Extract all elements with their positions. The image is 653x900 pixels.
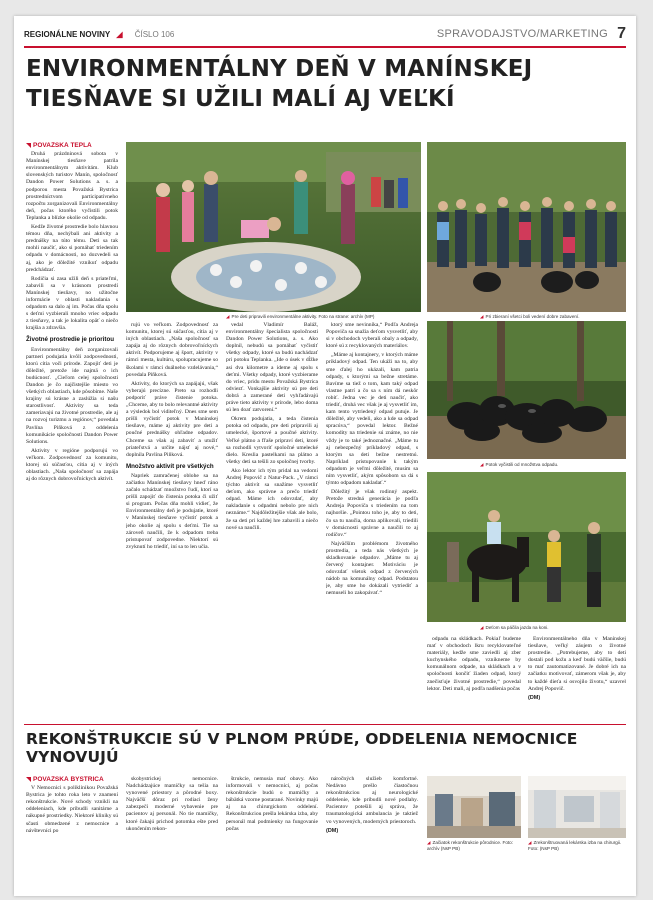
photo-hospital-2	[528, 776, 626, 838]
paragraph: ktorý sme nevinníka,“ Podľa Andreja Popoviča sa snažia deťom vysvetliť, aby si v obchodoch vyberali obaly a odpady, ktoré sú z recyklovaných materiálov.	[326, 322, 418, 350]
section-label	[24, 30, 174, 39]
author-signature: (DM)	[326, 827, 339, 834]
page-number: 7	[617, 25, 626, 42]
headline-line-1: ENVIRONMENTÁLNY DEŇ V MANÍNSKEJ	[26, 56, 533, 82]
photo-group-image	[427, 142, 626, 312]
triangle-icon: ◢	[528, 840, 532, 845]
paragraph: Dôležitý je však rodinný aspekt. Pretože stredná generácia je podľa Andreja Popoviča s triedením na tom najhoršie. „Pointou toho je, aby to deti, čo sa tu naučia, doma aplikovali, triedili v domácnosti správne a naučili to aj rodičov.“	[326, 489, 418, 538]
photo-caption	[226, 314, 421, 320]
triangle-icon	[26, 777, 31, 782]
photo-hospital-1	[427, 776, 521, 838]
photo-caption	[480, 625, 626, 631]
caption-text: Pri zbieraní všetci boli vedení dobre zabavení.	[485, 314, 580, 319]
paragraph: Druhá prázdninová sobota v Manínskej tiesňave patrila environmentálnym aktivitám. Klub slovenských turistov Manín, spoločnosť Dandon Power Solutions a. s. a podporou mesta Považská Bystrica prostredníctvom participatívneho rozpočtu zorganizovali Environmentálny deň, počas ktorého vyčistili potok Teplanka a blízke okolie od odpadu.	[26, 151, 118, 221]
photo-group	[427, 142, 626, 312]
dateline-text: POVAŽSKÁ TEPLÁ	[33, 142, 92, 149]
caption-text: Zrekonštruovaná lekárska izba na chirurgii. Foto: (NsP PB)	[528, 840, 622, 851]
issue-number: ČÍSLO 106	[134, 30, 175, 39]
paragraph: vedal Vladimír Baláž, environmentálny špecialista spoločnosti Dandon Power Solutions, a. s. Ako doplnil, nebudú sa pomáhať vyčistiť všetky odpady, ktoré sa budú nachádzať pri potoku Teplanka. „Ide o úsek v dĺžke asi dva kilometre a ideme aj spolu s deťmi. Všetky odpady, ktoré vyzbierame do vriec, pridu mestu Považská Bystrica odviezť. Vonkajšie aktivity sú pre deti dobrá a zamerané deti vyhľadávajú práve tieto aktivity v prírode, lebo doma sú len doať zatvorení.“	[226, 322, 318, 414]
article2-column-1	[26, 776, 118, 886]
article2-column-2	[126, 776, 218, 886]
photo-trash-bags	[427, 321, 626, 459]
header-rule	[24, 46, 626, 48]
dateline	[26, 142, 118, 149]
article-column-5	[427, 636, 521, 720]
photo-caption	[480, 462, 626, 468]
paragraph: V Nemocnici s poliklinikou Považská Bystrica je tohto roka leto v znamení rekonštrukcie. Nové schody vznikli na oddeleniach, kde pribudli sanitárne a nákupné prostriedky. Niektoré kliniky sú sčasti obmedzené z nemocnice a návštevníci po	[26, 785, 118, 834]
article2-headline: REKONŠTRUKCIE SÚ V PLNOM PRÚDE, ODDELENIA NEMOCNICE VYNOVUJÚ	[26, 730, 578, 766]
article-column-1	[26, 142, 118, 719]
paragraph: Environmentálny deň zorganizovali partneri podujatia kvôli zodpovednosti, ktorú cítia voči prírode. Zapojiť deti je dôležité, pretože ide najmä o ich budúcnosť. „Cieľom celej spoločnosti Dandon je čo najčistejšie miesto vo všetkých oblastiach, kde pôsobíme. Naše krajiny sú krásne a zaslúžia si našu starostlivosť. Aktivity sa teda zameriavajú na životné prostredie, ale aj na rozvoj turizmu a regiónov,“ povedala Pavlína Piňková z oddelenia komunikácie spoločnosti Dandon Power Solutions.	[26, 346, 118, 445]
headline-line-2: TIESŇAVE SI UŽILI MALÍ AJ VEĽKÍ	[26, 86, 455, 112]
photo-hospital-2-image	[528, 776, 626, 838]
paragraph: skobystrickej nemocnice. Nadchádzajúce mamičky sa tešia na vynovené priestory a pôrodné boxy. Najväčší dôraz pri rodiaci ženy zabezpečí moderné vybavenie pre pacientov aj personál. No tie mamičky, ktoré čakajú prichod potomka ešte pred ukončením rekon-	[126, 776, 218, 832]
dateline-text: POVAŽSKÁ BYSTRICA	[33, 776, 104, 783]
photo-kids-game	[126, 142, 421, 312]
article-column-6	[528, 636, 626, 720]
subheading: Množstvo aktivít pre všetkých	[126, 462, 214, 470]
paragraph: náročných služieb komfortné. Nedávno prešlo čiastočnou rekonštrukciou aj neurologické oddelenie, kde pribudli nové podlahy. Pacientov potešili aj správa, že traumatologická ambulancia je taktiež vo vynovených, moderných priestoroch.	[326, 776, 418, 825]
article-headline	[26, 54, 626, 114]
article-column-2	[126, 322, 218, 719]
paragraph: rujú vo veľkom. Zodpovednosť za komunitu, ktorej sú súčasťou, cítia aj v iných oblastiach. „Naša spoločnosť sa zapája aj do rôznych dobrovoľníckych aktivít. Podporujeme aj šport, aktivity v rámci mesta, kultúru, spolupracujeme so školami v rámci duálneho vzdelávania,“ povedala Piňková.	[126, 322, 218, 378]
photo-caption	[427, 840, 521, 851]
article2-column-3	[226, 776, 318, 886]
paragraph: Najväčším problémom životného prostredia, a teda nás všetkých je skladkovanie odpadov. „Máme tu aj červený kontajner. Motiváciu je odovzdať všetok odpad z červených nádob na komunálny odpad. Podstatou je, aby sme ho dokázali vytriediť a nemuseli ho zakopávať.“	[326, 540, 418, 597]
caption-text: Začiatok rekonštrukcie pôrodnice. Foto: archív (NsP PB)	[427, 840, 513, 851]
article2-column-4	[326, 776, 418, 886]
caption-text: Pre deti pripravili environmentálne aktivity. Foto na strane: archív (MP)	[231, 314, 375, 319]
triangle-icon: ◢	[226, 314, 230, 319]
photo-caption	[480, 314, 626, 320]
newspaper-page	[14, 16, 636, 896]
paragraph: „Máme aj kontajnery, v ktorých máme príkladový odpad. Ten ukáži na to, aby sme ďalej ho ukázali, kam patria odpady, s ktorými sa bežne stretáme. Bavíme sa tiež o tom, kam taký odpad vlastne patrí a čo sa s ním dá neskôr robiť. Jedna vec je deti naučiť, ako triediť, druhá vec však je aj vysvetliť im, kam tento vytriedený odpad putuje. Je dôležité, aby vedeli, ako a kde sa odpad spracúva,“ povedal lektor. Bežné komodity na triedenie sú známe, no nie vždy je to také jednoznačné. „Máme tu aj nebezpečný príkladový odpad, s ktorým sa deti bežne nestretnú. Napríklad pristupovanie k takým odpadom je veľmi dôležité, musím sa ním vysvetliť, akým spôsobom sa dá s týmto odpadom nakladať.“	[326, 352, 418, 487]
triangle-icon: ◢	[116, 30, 123, 39]
photo-hospital-1-image	[427, 776, 521, 838]
paragraph: Environmentálneho dňa v Manínskej tiesňave, veľký záujem o životné prostredie. „Potrebujeme, aby to deti dostali pod kožu a keď budú väčšie, budú to mať zautomatizované. Je dobré ich na začiatku motivovať, zámerom však je, aby to každé dieťa si osvojilo životu,“ uzavrel Andrej Popovič.	[528, 636, 626, 692]
article-column-4	[326, 322, 418, 719]
paragraph: Napriek zamračenej oblohe sa na začiatku Manínskej tiesňavy hneď ráno začalo schádzať množstvo ľudí, ktorí sa prišli zapojiť do čistenia potoka či užiť si program. Počas dňa mohli vidieť, že Environmentálny deň je podujatie, ktoré v Manínskej tiesňave vyčistiť potok a jeho okolie aj spolu s deťmi. Tie sa zároveň naučili, že k odpadom treba pristupovať zodpovedne. Niektorí sú zvyknutí ho triediť, iní sa to len učia.	[126, 472, 218, 550]
paragraph: štrukcie, nemusia mať obavy. Ako informovali v nemocnici, aj počas rekonštrukcie budú o mamičky a bábätká vzorne postarané. Novinky majú aj na chirurgickom oddelení. Rekonštrukciou prešla lekárska izba, aby personál mal podmienky na fungovanie počas	[226, 776, 318, 832]
photo-horse-ride-image	[427, 472, 626, 622]
paragraph: odpadu na skládkach. Pokiaľ budeme mať v obchodoch lkru recyklovateľné materiály, kedže sme zaviedli aj zber kuchynského odpadu, vznikneme by komunálnom odpade, na skládkach a v spoločnosti končiť žiaden odpad, ktorý znečisťuje životné prostredie,“ povedal lektor. Deti mali, aj podľa nadšenia počas	[427, 636, 521, 692]
paragraph: Ako lektor ich tým pridal na vedomí Andrej Popovič z Natur-Pack. „V rámci týchto aktivít sa snažíme vysvetliť deťom, ako správne a prečo triediť odpad. Máme ich odovzdať, aby nakladanie s odpadmi nebolo pre nich neznáme.“ Najdôležitejšie však ale bolo, že sa deti pri každej hre zabavili a niečo nové sa naučili.	[226, 467, 318, 531]
caption-text: Potok vyčistili od množstva odpadu.	[485, 462, 559, 467]
page-header	[24, 25, 626, 42]
category-label: SPRAVODAJSTVO/MARKETING	[436, 28, 608, 40]
dateline	[26, 776, 118, 783]
triangle-icon	[26, 143, 31, 148]
paragraph: Aktivity v regióne podporujú vo veľkom. Zodpovednosť za komunitu, ktorej sú súčasťou, cítia aj v iných oblastiach. „Naša spoločnosť sa zapája aj do rôznych dobrovoľníckych aktivít.	[26, 447, 118, 483]
photo-horse-ride	[427, 472, 626, 622]
photo-caption	[528, 840, 626, 851]
photo-trash-bags-image	[427, 321, 626, 459]
paragraph: Aktivity, do ktorých sa zapájajú, však vyberajú precízne. Preto sa rozhodli podporiť práve čistenie potoka. „Chceme, aby to bolo relevantné aktivity a výsledok bol viditeľný. Dnes sme sem prišli vyčistiť potok v Manínskej tiesňave, máme aj aktivity pre deti a poučné prednášky ohľadne odpadov. Chceme sa však aj zabaviť a utužiť priateľstvá a určite nájsť aj nové,“ doplnila Pavlína Piňková.	[126, 380, 218, 458]
paragraph: Kedže životné prostredie bolo hlavnou témou dňa, nechýbali ani aktivity a prednášky na túto tému. Deti sa tak mohli naučiť, ako si pomáhať triedením odpadu v domácnosti, no dozvedeli sa aj, ako je dôležité vznikuť odpadu predchádzať.	[26, 224, 118, 273]
triangle-icon: ◢	[480, 462, 484, 467]
section-name: REGIONÁLNE NOVINY	[24, 30, 111, 39]
subheading: Životné prostredie je prioritou	[26, 336, 115, 344]
paragraph: Okrem podujatia, a teda čistenia potoka od odpadu, pre deti pripravili aj umelecké, športové a poučné aktivity. Veľké plátno a fľaše pripraví deti, ktoré sa rozhodli vytvoriť spoločné umelecké dielo. Kreslia pastelkami na plátno a všetky deti sa tešili zo spoločnej tvorby.	[226, 416, 318, 465]
article-column-3	[226, 322, 318, 719]
caption-text: Deťom sa páčila jazda na koni.	[485, 625, 549, 630]
author-signature: (DM)	[528, 694, 541, 701]
triangle-icon: ◢	[427, 840, 431, 845]
triangle-icon: ◢	[480, 625, 484, 630]
triangle-icon: ◢	[480, 314, 484, 319]
article-separator	[24, 724, 626, 725]
paragraph: Rodičia si zasa užili deň s priateľmi, zabavili sa v krásnom prostredí Manínskej tiesňavy, no užitočne informácie v oblasti nakladania s odpadom sa dalo aj im. Počas dňa spolu s deťmi vyzbierali mnoho vriec odpadu z tiesňavy, a tak je lokalita opäť o niečo krajšia a zdravšia.	[26, 275, 118, 332]
photo-kids-game-image	[126, 142, 421, 312]
